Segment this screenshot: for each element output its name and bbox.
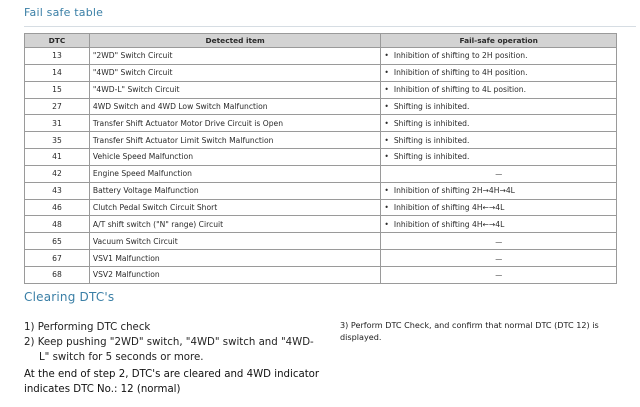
detected-item: "4WD-L" Switch Circuit [89,81,380,98]
failsafe-operation [381,266,617,283]
clearing-dtc-title: Clearing DTC's [24,290,115,304]
failsafe-operation [381,115,617,132]
dtc-code: 13 [25,48,90,65]
dtc-code: 43 [25,182,90,199]
operation-text: • Shifting is inhibited. [384,119,469,128]
operation-text: • Inhibition of shifting to 4L position. [384,85,526,94]
no-operation-dash [495,270,502,279]
detected-item: Vehicle Speed Malfunction [89,149,380,166]
step-3: 3) Perform DTC Check, and confirm that normal DTC (DTC 12) is displayed. [340,320,599,342]
failsafe-operation [381,48,617,65]
title-divider [24,26,636,27]
table-row [25,250,617,267]
failsafe-operation [381,64,617,81]
failsafe-operation [381,98,617,115]
table-row [25,81,617,98]
dtc-code: 41 [25,149,90,166]
no-operation-dash [495,237,502,246]
operation-text: • Shifting is inhibited. [384,152,469,161]
step-2-result: At the end of step 2, DTC's are cleared and 4WD indicator indicates DTC No.: 12 (normal) [24,369,320,395]
table-row [25,165,617,182]
operation-text: • Inhibition of shifting 4H←→4L [384,220,504,229]
operation-text: • Shifting is inhibited. [384,136,469,145]
dtc-code: 14 [25,64,90,81]
failsafe-operation [381,149,617,166]
detected-item: Battery Voltage Malfunction [89,182,380,199]
table-row [25,149,617,166]
step-1: 1) Performing DTC check [24,322,151,333]
detected-item: "2WD" Switch Circuit [89,48,380,65]
failsafe-table [24,33,617,284]
header-failsafe-operation: Fail-safe operation [381,34,617,48]
table-row [25,233,617,250]
step-2: 2) Keep pushing "2WD" switch, "4WD" switch and "4WD-L" switch for 5 seconds or more. [24,337,314,363]
failsafe-operation [381,165,617,182]
detected-item: VSV2 Malfunction [89,266,380,283]
detected-item: Transfer Shift Actuator Motor Drive Circuit is Open [89,115,380,132]
detected-item: VSV1 Malfunction [89,250,380,267]
operation-text: • Inhibition of shifting 2H→4H→4L [384,186,515,195]
dtc-code: 35 [25,132,90,149]
table-row [25,132,617,149]
dtc-code: 31 [25,115,90,132]
table-row [25,64,617,81]
clearing-steps-left [24,321,324,398]
dtc-code: 67 [25,250,90,267]
operation-text: • Shifting is inhibited. [384,102,469,111]
detected-item: Transfer Shift Actuator Limit Switch Malfunction [89,132,380,149]
detected-item: Vacuum Switch Circuit [89,233,380,250]
dtc-code: 46 [25,199,90,216]
table-row [25,199,617,216]
failsafe-operation [381,132,617,149]
table-row [25,182,617,199]
dtc-code: 42 [25,165,90,182]
failsafe-operation [381,233,617,250]
table-row [25,115,617,132]
failsafe-operation [381,216,617,233]
clearing-steps-right [340,320,636,343]
failsafe-operation [381,199,617,216]
dtc-code: 15 [25,81,90,98]
detected-item: A/T shift switch ("N" range) Circuit [89,216,380,233]
header-dtc: DTC [25,34,90,48]
failsafe-operation [381,81,617,98]
table-row [25,266,617,283]
detected-item: Clutch Pedal Switch Circuit Short [89,199,380,216]
table-row [25,98,617,115]
no-operation-dash [495,254,502,263]
failsafe-table-title: Fail safe table [24,6,104,19]
detected-item: Engine Speed Malfunction [89,165,380,182]
no-operation-dash [495,169,502,178]
table-header-row [25,34,617,48]
detected-item: "4WD" Switch Circuit [89,64,380,81]
operation-text: • Inhibition of shifting to 2H position. [384,51,527,60]
operation-text: • Inhibition of shifting 4H←→4L [384,203,504,212]
failsafe-operation [381,250,617,267]
dtc-code: 68 [25,266,90,283]
table-row [25,48,617,65]
table-row [25,216,617,233]
header-detected-item: Detected item [89,34,380,48]
detected-item: 4WD Switch and 4WD Low Switch Malfunction [89,98,380,115]
dtc-code: 48 [25,216,90,233]
failsafe-operation [381,182,617,199]
table-body [25,48,617,284]
dtc-code: 65 [25,233,90,250]
operation-text: • Inhibition of shifting to 4H position. [384,68,527,77]
dtc-code: 27 [25,98,90,115]
